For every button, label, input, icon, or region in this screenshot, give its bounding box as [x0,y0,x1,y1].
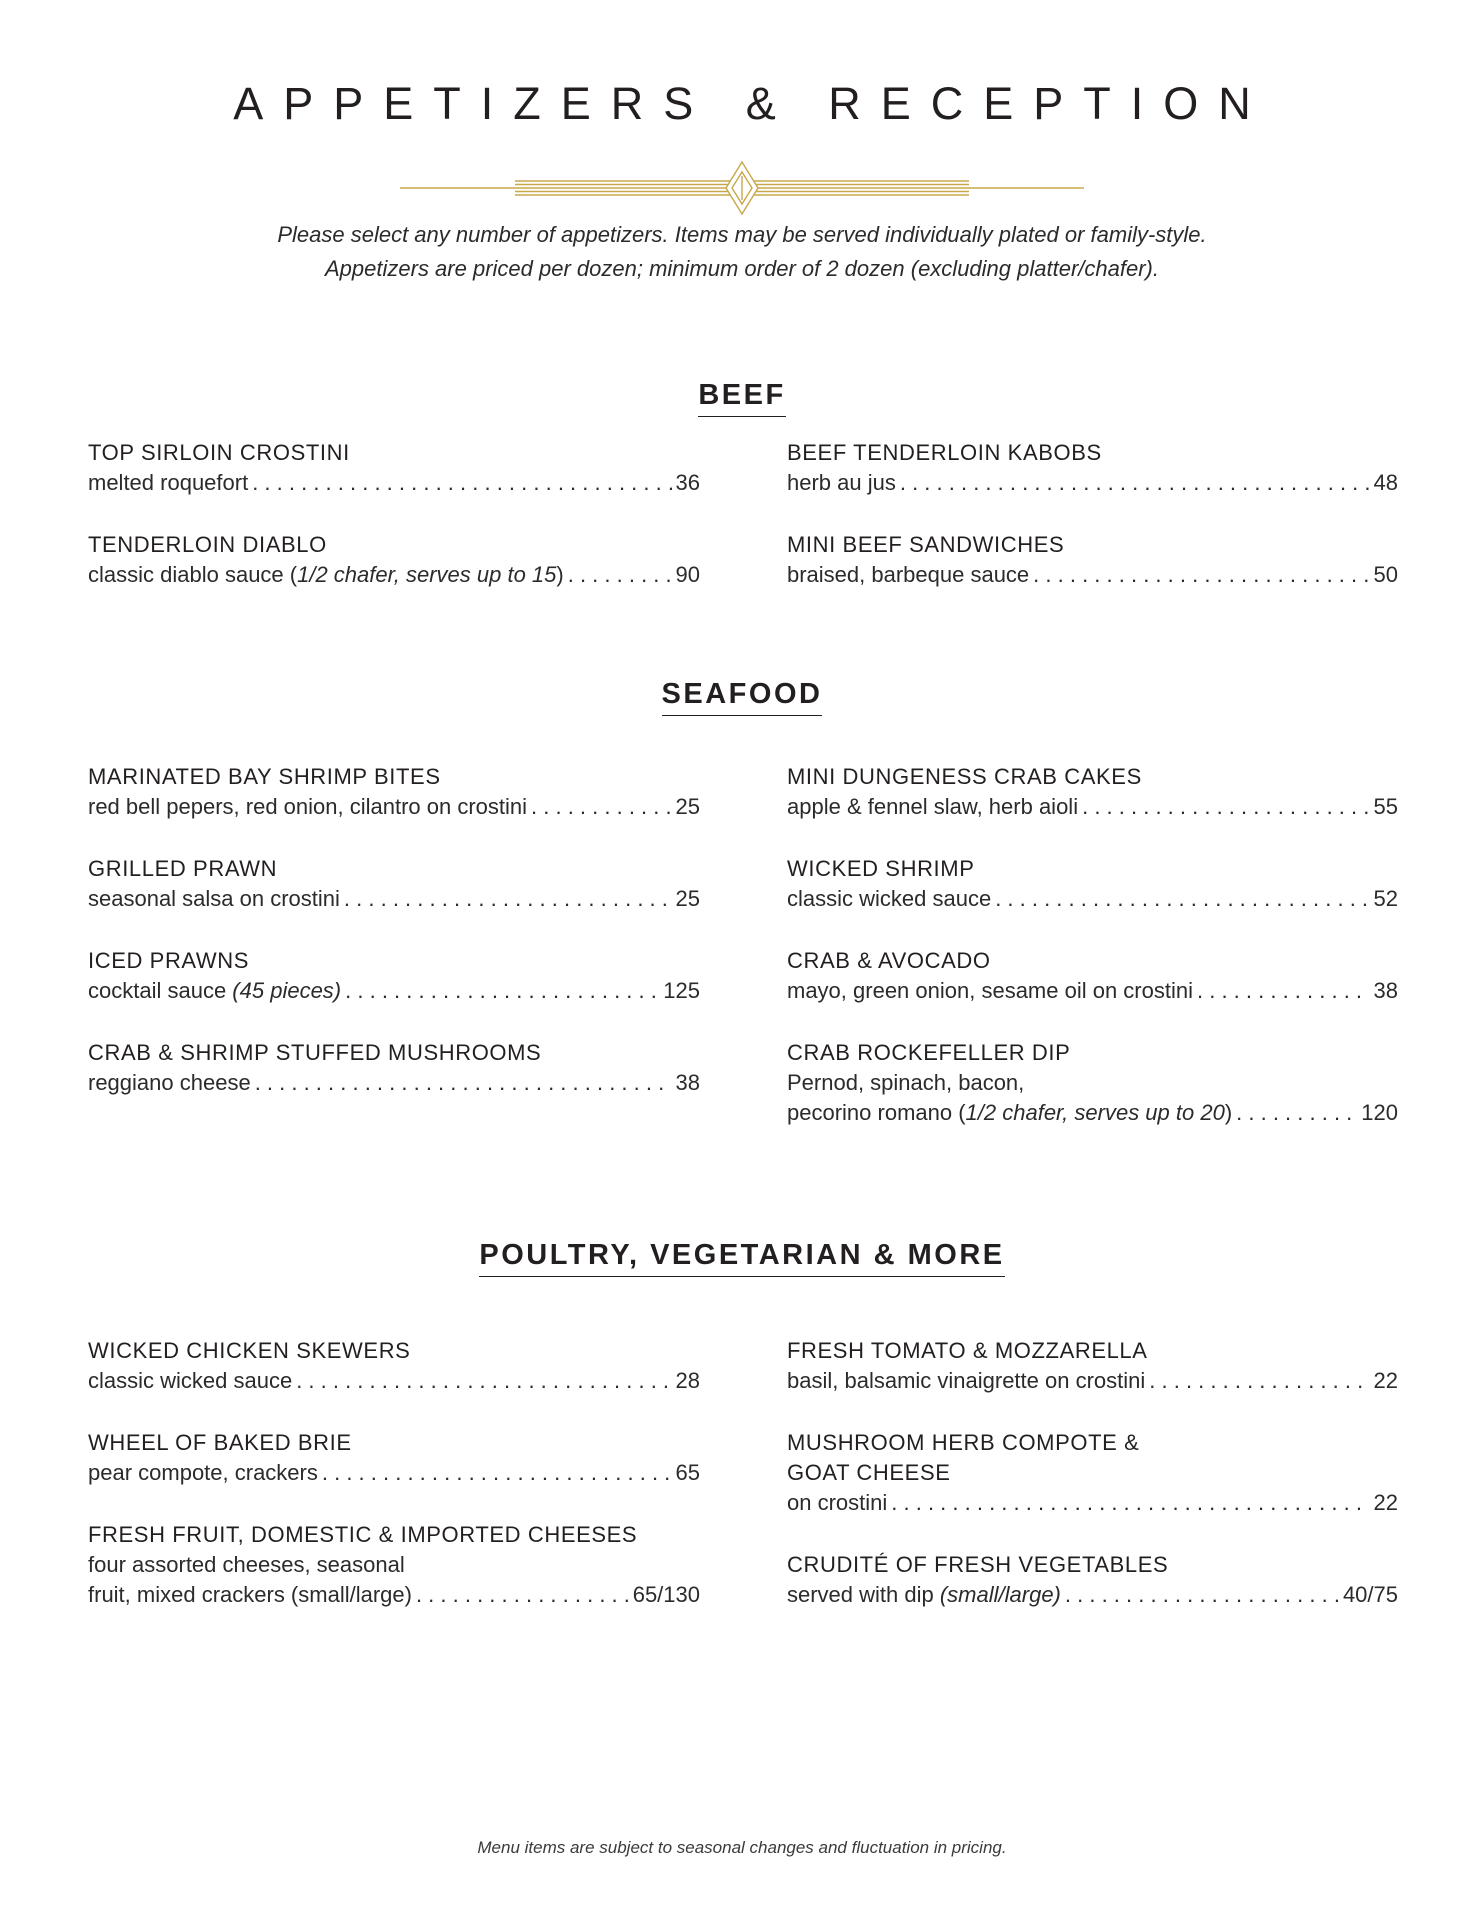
item-description: served with dip (small/large) [787,1582,1061,1607]
menu-item [787,1550,1398,1610]
menu-item [787,762,1398,822]
intro-text [0,218,1484,286]
dot-leader [995,884,1369,914]
menu-item [787,946,1398,1006]
item-description-pre: Pernod, spinach, bacon, [787,1070,1025,1095]
art-deco-divider-ornament [400,160,1084,216]
dot-leader [255,1068,672,1098]
item-name: MUSHROOM HERB COMPOTE & GOAT CHEESE [787,1430,1140,1485]
footer-disclaimer: Menu items are subject to seasonal changes and fluctuation in pricing. [477,1838,1007,1857]
item-price: 65 [675,1460,700,1485]
dot-leader [1082,792,1369,822]
item-description-line [787,1580,1398,1610]
dot-leader [344,884,672,914]
dot-leader [568,560,672,590]
dot-leader [345,976,659,1006]
item-description: reggiano cheese [88,1070,251,1095]
item-price: 25 [675,794,700,819]
page-title: APPETIZERS & RECEPTION [233,78,1271,129]
dot-leader [1236,1098,1357,1128]
item-price: 55 [1373,794,1398,819]
item-name: CRUDITÉ OF FRESH VEGETABLES [787,1552,1169,1577]
item-description-line [787,1366,1398,1396]
dot-leader [1065,1580,1339,1610]
item-description: classic wicked sauce [787,886,992,911]
menu-item [88,1520,700,1610]
item-name: WHEEL OF BAKED BRIE [88,1430,352,1455]
item-description-line [787,1098,1398,1128]
menu-item [787,1428,1398,1518]
item-description-line [88,884,700,914]
item-description: braised, barbeque sauce [787,562,1030,587]
item-price: 120 [1361,1100,1398,1125]
intro-line-2: Appetizers are priced per dozen; minimum order of 2 dozen (excluding platter/chafer). [325,256,1159,281]
dot-leader [1149,1366,1369,1396]
item-name: BEEF TENDERLOIN KABOBS [787,440,1102,465]
item-price: 25 [675,886,700,911]
dot-leader [531,792,671,822]
item-price: 22 [1373,1368,1398,1393]
menu-item [88,1428,700,1488]
item-description: classic diablo sauce (1/2 chafer, serves up to 15) [88,562,564,587]
dot-leader [900,468,1370,498]
section-title-beef: BEEF [0,376,1484,417]
item-price: 38 [1373,978,1398,1003]
menu-item [787,438,1398,498]
item-name: TENDERLOIN DIABLO [88,532,327,557]
menu-item [88,762,700,822]
item-name: CRAB & SHRIMP STUFFED MUSHROOMS [88,1040,542,1065]
dot-leader [322,1458,672,1488]
item-description: on crostini [787,1490,888,1515]
item-price: 50 [1373,562,1398,587]
menu-item [787,854,1398,914]
dot-leader [252,468,671,498]
item-name: ICED PRAWNS [88,948,250,973]
item-description-pre: four assorted cheeses, seasonal [88,1552,405,1577]
item-price: 28 [675,1368,700,1393]
section-title-seafood: SEAFOOD [0,675,1484,716]
item-description-line [787,884,1398,914]
item-description: melted roquefort [88,470,249,495]
dot-leader [1197,976,1370,1006]
item-description-line [88,976,700,1006]
dot-leader [1033,560,1369,590]
item-price: 22 [1373,1490,1398,1515]
menu-item [88,1038,700,1098]
item-description-line [787,792,1398,822]
item-description: herb au jus [787,470,896,495]
intro-line-1: Please select any number of appetizers. Items may be served individually plated or family-style. [277,222,1207,247]
menu-item [88,530,700,590]
menu-item [88,438,700,498]
item-name: WICKED CHICKEN SKEWERS [88,1338,411,1363]
menu-item [787,1038,1398,1128]
dot-leader [296,1366,671,1396]
dot-leader [416,1580,629,1610]
item-name: FRESH FRUIT, DOMESTIC & IMPORTED CHEESES [88,1522,638,1547]
item-description: pear compote, crackers [88,1460,318,1485]
item-description-line [88,560,700,590]
item-price: 40/75 [1342,1582,1398,1607]
item-price: 36 [675,470,700,495]
item-name: FRESH TOMATO & MOZZARELLA [787,1338,1148,1363]
menu-item [88,1336,700,1396]
item-description: cocktail sauce (45 pieces) [88,978,342,1003]
item-price: 52 [1373,886,1398,911]
item-description: basil, balsamic vinaigrette on crostini [787,1368,1146,1393]
item-description-line [88,1458,700,1488]
item-name: WICKED SHRIMP [787,856,975,881]
item-name: GRILLED PRAWN [88,856,278,881]
item-price: 38 [675,1070,700,1095]
item-price: 65/130 [632,1582,700,1607]
menu-item [88,946,700,1006]
item-description: apple & fennel slaw, herb aioli [787,794,1079,819]
section-title-poultry-vegetarian: POULTRY, VEGETARIAN & MORE [0,1236,1484,1277]
item-name: TOP SIRLOIN CROSTINI [88,440,350,465]
item-name: MINI BEEF SANDWICHES [787,532,1065,557]
menu-item [88,854,700,914]
item-description: red bell pepers, red onion, cilantro on crostini [88,794,528,819]
item-name: CRAB & AVOCADO [787,948,991,973]
item-price: 125 [663,978,700,1003]
menu-item [787,1336,1398,1396]
item-description-line [787,1488,1398,1518]
item-description-line [88,1068,700,1098]
item-description-line [88,1580,700,1610]
item-name: CRAB ROCKEFELLER DIP [787,1040,1071,1065]
item-description-line [787,976,1398,1006]
item-description-line [88,1366,700,1396]
item-name: MARINATED BAY SHRIMP BITES [88,764,441,789]
item-price: 48 [1373,470,1398,495]
item-description: classic wicked sauce [88,1368,293,1393]
item-description-line [787,560,1398,590]
item-description: mayo, green onion, sesame oil on crostini [787,978,1193,1003]
dot-leader [891,1488,1369,1518]
item-description-line [787,468,1398,498]
item-price: 90 [675,562,700,587]
item-description-line [88,792,700,822]
item-name: MINI DUNGENESS CRAB CAKES [787,764,1142,789]
menu-item [787,530,1398,590]
item-description: seasonal salsa on crostini [88,886,340,911]
item-description-line [88,468,700,498]
item-description: pecorino romano (1/2 chafer, serves up to 20) [787,1100,1233,1125]
item-description: fruit, mixed crackers (small/large) [88,1582,412,1607]
